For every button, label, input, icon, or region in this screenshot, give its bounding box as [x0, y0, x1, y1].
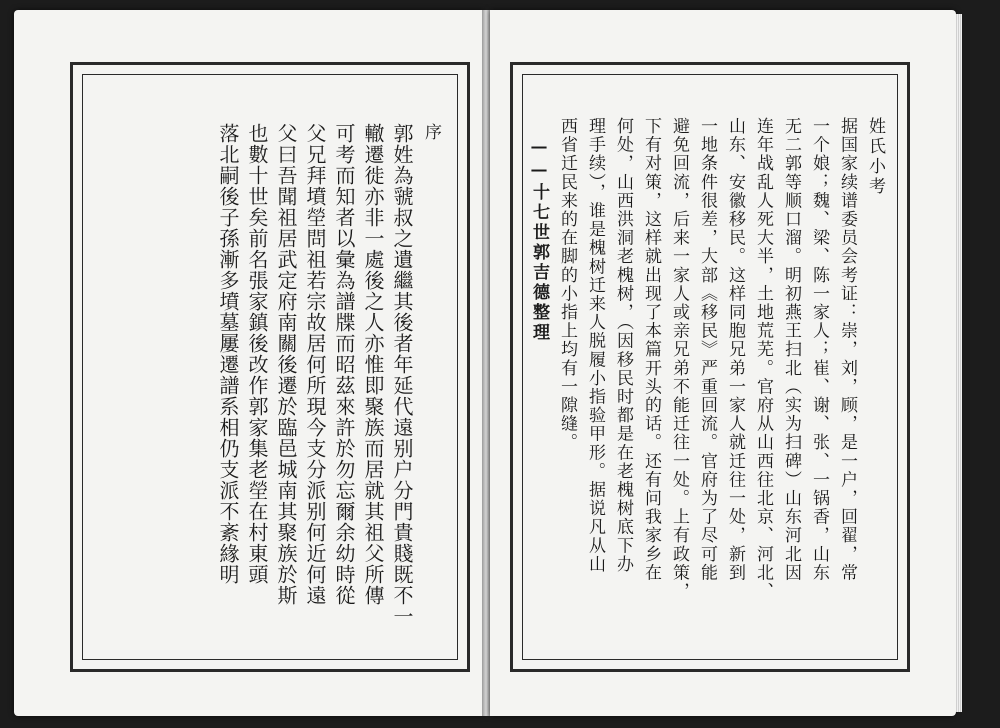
book-spread [14, 10, 976, 718]
left-page-border [70, 62, 470, 672]
preface-text [213, 123, 445, 633]
essay-column: 一地条件很差，大部《移民》严重回流。官府为了尽可能 [697, 117, 717, 582]
essay-column: 连年战乱人死大半，土地荒芜。官府从山西往北京、河北、 [753, 117, 773, 601]
essay-column: 据国家续谱委员会考证：崇，刘，顾，是一户，回翟，常 [837, 117, 857, 582]
preface-column: 父兄拜墳塋問祖若宗故居何所現今支分派别何近何遠 [303, 123, 327, 606]
preface-column: 可考而知者以彙為譜牒而昭茲來許於勿忘爾余幼時從 [332, 123, 356, 606]
essay-title: 姓氏小考 [865, 117, 885, 197]
essay-column: 下有对策，这样就出现了本篇开头的话。还有问我家乡在 [641, 117, 661, 582]
preface-column: 父曰吾聞祖居武定府南關後遷於臨邑城南其聚族於斯 [274, 123, 298, 606]
right-page [490, 10, 956, 716]
preface-column: 落北嗣後子孫漸多墳墓屢遷譜系相仍支派不紊緣明 [216, 123, 240, 585]
essay-column: 无二郭等顺口溜。明初燕王扫北（实为扫碑）山东河北因 [781, 117, 801, 582]
essay-column: 西省迁民来的在脚的小指上均有一隙缝。 [557, 117, 577, 452]
preface-column: 也數十世矣前名張家鎮後改作郭家集老塋在村東頭 [245, 123, 269, 585]
essay-signature: ——十七世郭吉德整理 [529, 137, 549, 343]
essay-column: 山东、安徽移民。这样同胞兄弟一家人就迁往一处，新到 [725, 117, 745, 582]
preface-heading: 序 [421, 123, 441, 143]
essay-column: 何处，山西洪洞老槐树，（因移民时都是在老槐树底下办 [613, 117, 633, 574]
left-page [14, 10, 484, 716]
essay-column: 理手续），谁是槐树迁来人脱履小指验甲形。据说凡从山 [585, 117, 605, 574]
right-page-border [510, 62, 910, 672]
essay-column: 一个娘；魏、梁、陈一家人；崔、谢、张、一锅香，山东 [809, 117, 829, 582]
essay-column: 避免回流，后来一家人或亲兄弟不能迁往一处。上有政策， [669, 117, 689, 601]
surname-essay-text [525, 117, 889, 647]
right-page-edge [956, 14, 962, 712]
preface-column: 郭姓為虢叔之遺繼其後者年延代遠别户分門貴賤既不一 [390, 123, 414, 627]
preface-column: 轍遷徙亦非一處後之人亦惟即聚族而居就其祖父所傳 [361, 123, 385, 606]
